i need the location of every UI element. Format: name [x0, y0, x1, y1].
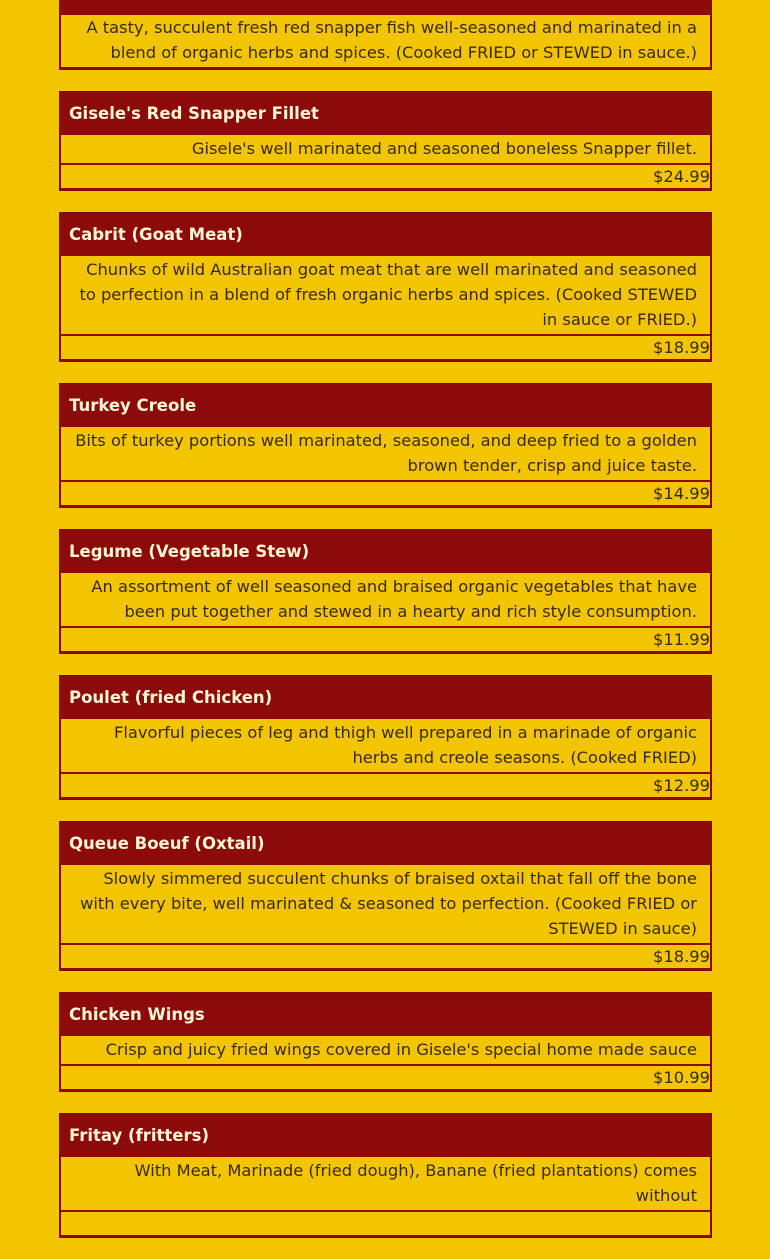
menu-item-legume	[59, 529, 712, 654]
menu-item-description: Crisp and juicy fried wings covered in Gisele's special home made sauce	[61, 1036, 710, 1064]
menu-item-price	[61, 1212, 710, 1235]
menu-item-chicken-wings	[59, 992, 712, 1092]
menu-item-title: Turkey Creole	[69, 396, 197, 415]
menu-item-description: With Meat, Marinade (fried dough), Banane (fried plantations) comes without	[61, 1157, 710, 1210]
menu-item-price: $12.99	[61, 774, 710, 797]
menu-item-description: Chunks of wild Australian goat meat that are well marinated and seasoned to perfection in a blend of fresh organic herbs and spices. (Cooked STEWED in sauce or FRIED.)	[61, 256, 710, 334]
menu-item-description: Flavorful pieces of leg and thigh well prepared in a marinade of organic herbs and creole seasons. (Cooked FRIED)	[61, 719, 710, 772]
menu-item-poisson	[59, 0, 712, 70]
menu-item-title	[60, 0, 711, 15]
menu-item-queue-boeuf	[59, 821, 712, 971]
menu-item-title: Gisele's Red Snapper Fillet	[69, 104, 319, 123]
menu-item-price: $24.99	[61, 165, 710, 188]
menu-list	[59, 0, 712, 1259]
menu-item-description: Gisele's well marinated and seasoned boneless Snapper fillet.	[61, 135, 710, 163]
menu-item-price: $10.99	[61, 1066, 710, 1089]
menu-item-price: $11.99	[61, 628, 710, 651]
menu-item-title: Queue Boeuf (Oxtail)	[69, 834, 265, 853]
menu-item-cabrit	[59, 212, 712, 362]
menu-item-price: $14.99	[61, 482, 710, 505]
menu-item-description: A tasty, succulent fresh red snapper fish well-seasoned and marinated in a blend of organic herbs and spices. (Cooked FRIED or STEWED in sauce.)	[61, 15, 710, 67]
menu-item-poulet	[59, 675, 712, 800]
menu-item-title: Chicken Wings	[69, 1005, 205, 1024]
menu-item-description: Bits of turkey portions well marinated, seasoned, and deep fried to a golden brown tender, crisp and juice taste.	[61, 427, 710, 480]
menu-item-title: Cabrit (Goat Meat)	[69, 225, 243, 244]
menu-item-price: $18.99	[61, 336, 710, 359]
menu-item-price: $18.99	[61, 945, 710, 968]
menu-item-title: Fritay (fritters)	[69, 1126, 210, 1145]
menu-item-turkey-creole	[59, 383, 712, 508]
menu-item-title: Legume (Vegetable Stew)	[69, 542, 310, 561]
menu-item-description: Slowly simmered succulent chunks of braised oxtail that fall off the bone with every bite, well marinated & seasoned to perfection. (Cooked FRIED or STEWED in sauce)	[61, 865, 710, 943]
menu-item-description: An assortment of well seasoned and braised organic vegetables that have been put together and stewed in a hearty and rich style consumption.	[61, 573, 710, 626]
menu-item-red-snapper-fillet	[59, 91, 712, 191]
menu-item-title: Poulet (fried Chicken)	[69, 688, 273, 707]
menu-item-fritay	[59, 1113, 712, 1238]
